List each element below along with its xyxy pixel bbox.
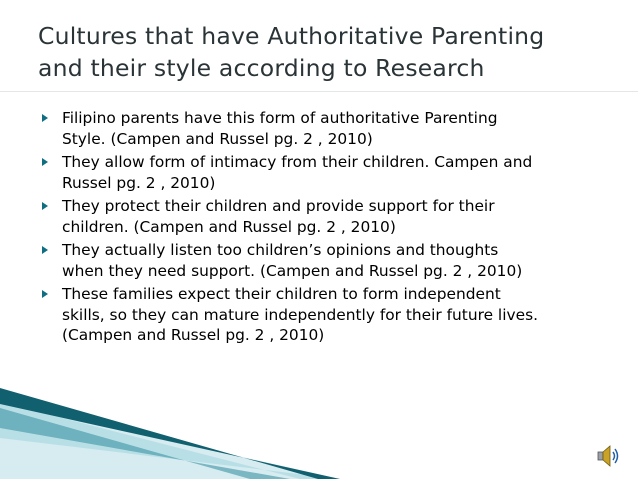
triangle-bullet-icon	[42, 290, 48, 298]
bullet-item	[40, 152, 620, 193]
slide-title	[38, 20, 618, 84]
bullet-text-line: children. (Campen and Russel pg. 2 , 2010)	[62, 217, 396, 236]
speaker-icon[interactable]	[596, 443, 620, 469]
triangle-bullet-icon	[42, 158, 48, 166]
bullet-list	[40, 108, 620, 349]
bullet-item	[40, 240, 620, 281]
bullet-item	[40, 284, 620, 346]
bullet-text-line: These families expect their children to form independent	[62, 285, 501, 303]
bullet-text-line: when they need support. (Campen and Russel pg. 2 , 2010)	[62, 261, 523, 280]
triangle-bullet-icon	[42, 114, 48, 122]
bullet-text-line: Filipino parents have this form of authoritative Parenting	[62, 109, 498, 127]
title-divider	[0, 91, 638, 92]
triangle-bullet-icon	[42, 202, 48, 210]
bullet-text-line: Russel pg. 2 , 2010)	[62, 173, 216, 192]
bullet-text-line: They allow form of intimacy from their children. Campen and	[62, 153, 533, 171]
bullet-text-line: They actually listen too children’s opinions and thoughts	[62, 241, 499, 259]
corner-decoration	[0, 388, 340, 479]
bullet-item	[40, 108, 620, 149]
bullet-item	[40, 196, 620, 237]
slide-title-line-2: and their style according to Research	[38, 54, 485, 82]
triangle-bullet-icon	[42, 246, 48, 254]
bullet-text-line: skills, so they can mature independently for their future lives.	[62, 305, 538, 324]
bullet-text-line: Style. (Campen and Russel pg. 2 , 2010)	[62, 129, 373, 148]
bullet-text-line: (Campen and Russel pg. 2 , 2010)	[62, 326, 325, 344]
slide-title-line-1: Cultures that have Authoritative Parenting	[38, 22, 545, 50]
bullet-text-line: They protect their children and provide support for their	[62, 197, 495, 215]
